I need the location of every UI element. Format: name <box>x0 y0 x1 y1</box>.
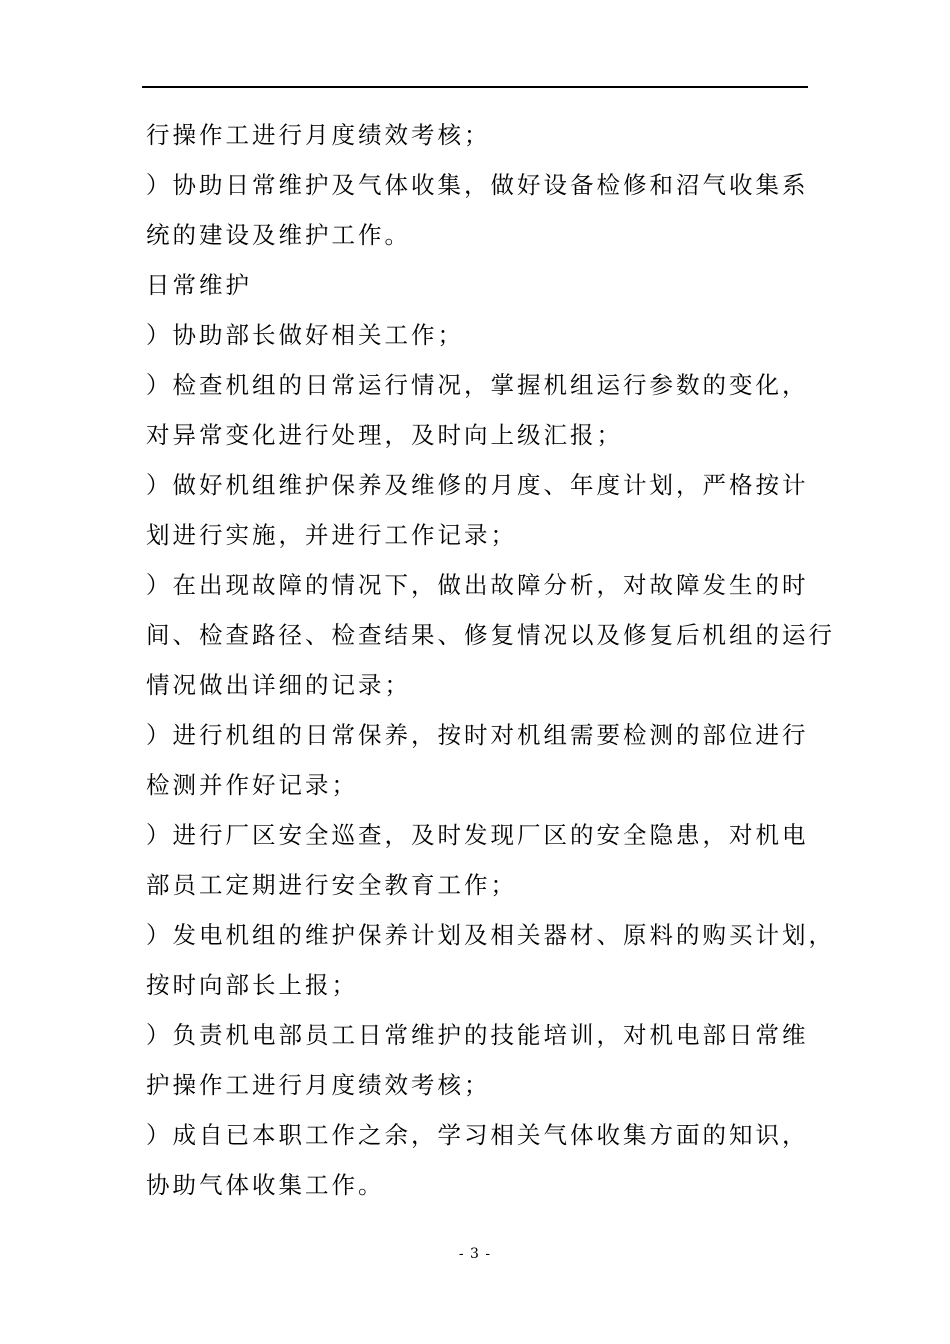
text-line: 情况做出详细的记录； <box>146 671 411 699</box>
header-rule <box>142 86 808 88</box>
text-line: 协助气体收集工作。 <box>146 1171 385 1199</box>
text-line: 部员工定期进行安全教育工作； <box>146 871 517 899</box>
text-line: 间、检查路径、检查结果、修复情况以及修复后机组的运行 <box>146 621 835 649</box>
text-line: 护操作工进行月度绩效考核； <box>146 1071 491 1099</box>
text-line: ）进行机组的日常保养，按时对机组需要检测的部位进行 <box>146 721 809 749</box>
section-heading: 日常维护 <box>146 271 252 299</box>
text-line: 按时向部长上报； <box>146 971 358 999</box>
text-line: ）进行厂区安全巡查，及时发现厂区的安全隐患，对机电 <box>146 821 809 849</box>
text-line: ）成自已本职工作之余，学习相关气体收集方面的知识， <box>146 1121 809 1149</box>
text-line: 划进行实施，并进行工作记录； <box>146 521 517 549</box>
page-number: - 3 - <box>458 1246 492 1262</box>
text-line: ）协助部长做好相关工作； <box>146 321 464 349</box>
text-line: ）在出现故障的情况下，做出故障分析，对故障发生的时 <box>146 571 809 599</box>
text-line: 统的建设及维护工作。 <box>146 221 411 249</box>
text-line: 行操作工进行月度绩效考核； <box>146 121 491 149</box>
text-line: ）检查机组的日常运行情况，掌握机组运行参数的变化， <box>146 371 809 399</box>
text-line: 对异常变化进行处理，及时向上级汇报； <box>146 421 623 449</box>
text-line: ）协助日常维护及气体收集，做好设备检修和沼气收集系 <box>146 171 809 199</box>
text-line: ）做好机组维护保养及维修的月度、年度计划，严格按计 <box>146 471 809 499</box>
text-line: 检测并作好记录； <box>146 771 358 799</box>
text-line: ）发电机组的维护保养计划及相关器材、原料的购买计划， <box>146 921 835 949</box>
text-line: ）负责机电部员工日常维护的技能培训，对机电部日常维 <box>146 1021 809 1049</box>
document-body <box>146 110 835 1210</box>
